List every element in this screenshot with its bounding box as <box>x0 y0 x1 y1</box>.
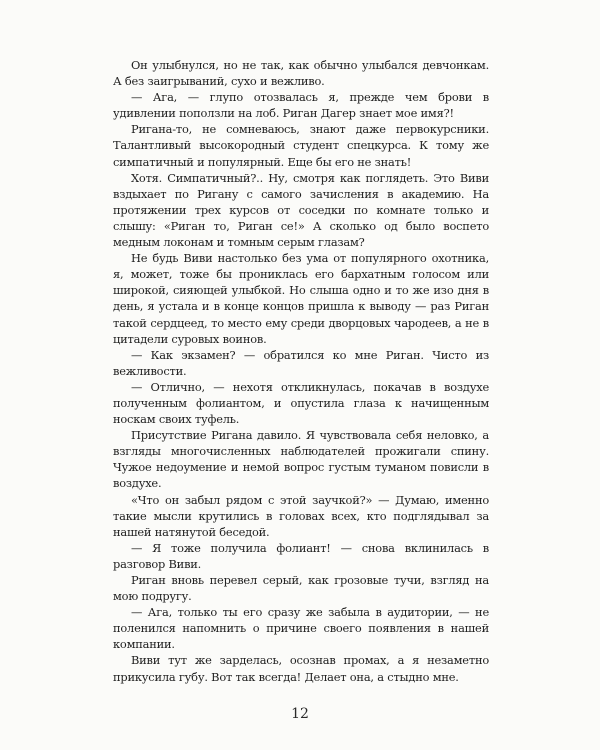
paragraph-2: — Ага, — глупо отозвалась я, прежде чем брови в удивлении поползли на лоб. Риган Дагер знает мое имя?! <box>113 90 489 121</box>
paragraph-12: — Ага, только ты его сразу же забыла в аудитории, — не поленился напомнить о причине своего появления в нашей компании. <box>113 605 489 652</box>
body-text <box>113 57 489 685</box>
paragraph-4: Хотя. Симпатичный?.. Ну, смотря как поглядеть. Это Виви вздыхает по Ригану с самого зачисления в академию. На протяжении трех курсов от соседки по комнате только и слышу: «Риган то, Риган се!» А сколько од было воспето медным локонам и томным серым глазам? <box>113 170 489 250</box>
paragraph-11: Риган вновь перевел серый, как грозовые тучи, взгляд на мою подругу. <box>113 573 489 604</box>
page-number: 12 <box>291 706 309 722</box>
paragraph-6: — Как экзамен? — обратился ко мне Риган. Чисто из вежливости. <box>113 347 489 378</box>
paragraph-13: Виви тут же зарделась, осознав промах, а я незаметно прикусила губу. Вот так всегда! Делает она, а стыдно мне. <box>113 653 489 684</box>
paragraph-3: Ригана-то, не сомневаюсь, знают даже первокурсники. Талантливый высокородный студент спецкурса. К тому же симпатичный и популярный. Еще бы его не знать! <box>113 122 489 169</box>
paragraph-9: «Что он забыл рядом с этой заучкой?» — Думаю, именно такие мысли крутились в головах всех, кто подглядывал за нашей натянутой беседой. <box>113 492 489 539</box>
paragraph-8: Присутствие Ригана давило. Я чувствовала себя неловко, а взгляды многочисленных наблюдателей прожигали спину. Чужое недоумение и немой вопрос густым туманом повисли в воздухе. <box>113 428 489 491</box>
paragraph-7: — Отлично, — нехотя откликнулась, покачав в воздухе полученным фолиантом, и опустила глаза к начищенным носкам своих туфель. <box>113 379 489 427</box>
paragraph-10: — Я тоже получила фолиант! — снова вклинилась в разговор Виви. <box>113 540 489 571</box>
paragraph-1: Он улыбнулся, но не так, как обычно улыбался девчонкам. А без заигрываний, сухо и вежливо. <box>113 58 489 89</box>
paragraph-5: Не будь Виви настолько без ума от популярного охотника, я, может, тоже бы прониклась его бархатным голосом или широкой, сияющей улыбкой. Но слыша одно и то же изо дня в день, я устала и в конце концов пришла к выводу — раз Риган такой сердцеед, то место ему среди дворцовых чародеев, а не в цитадели суровых воинов. <box>113 251 489 346</box>
